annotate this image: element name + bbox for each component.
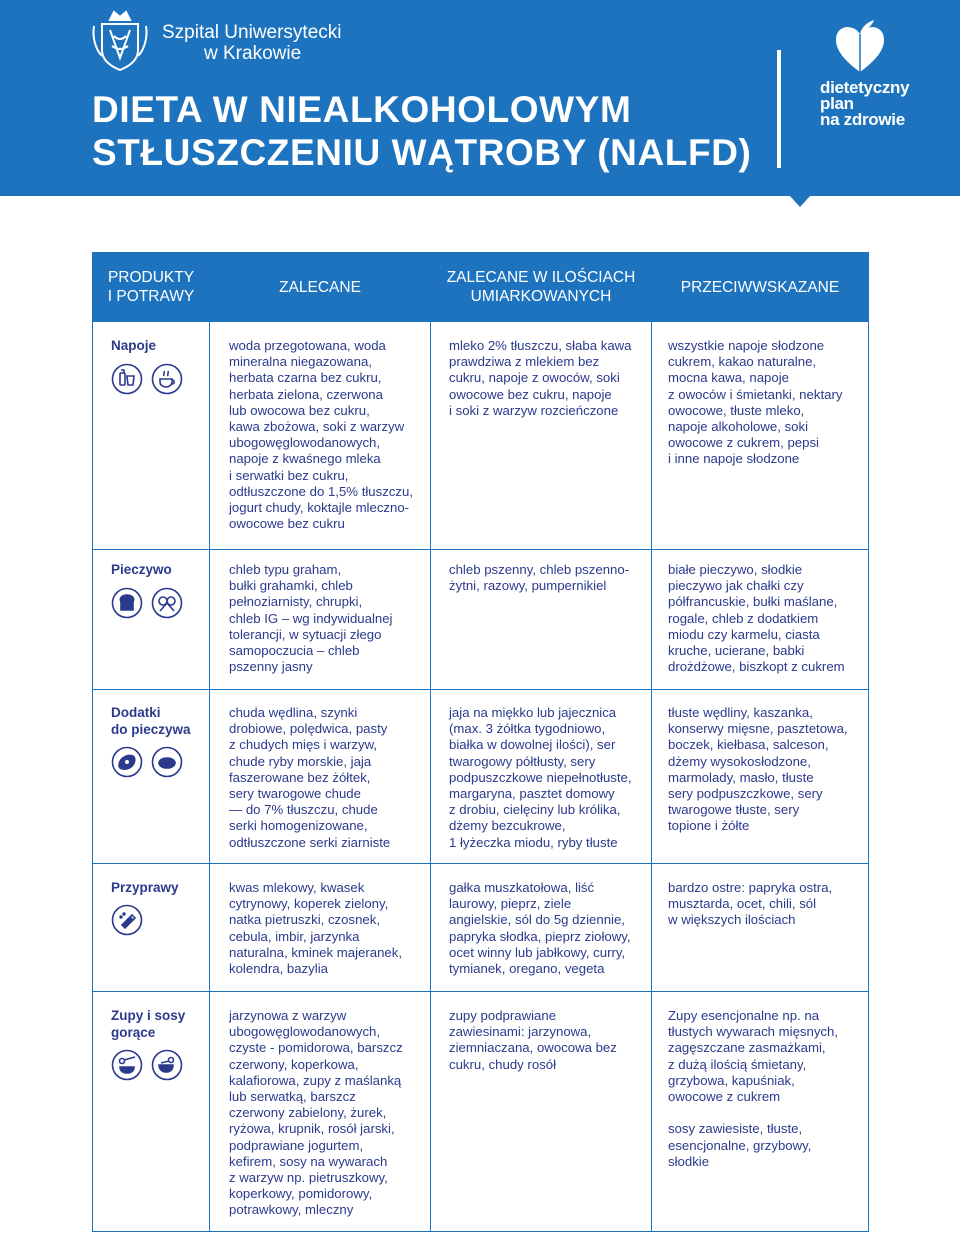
row-divider bbox=[93, 549, 868, 550]
row-category-spreads-line2: do pieczywa bbox=[111, 721, 191, 737]
brand-logo-text bbox=[820, 80, 909, 128]
soups-contraindicated: Zupy esencjonalne np. na tłustych wywarach mięsnych, zagęszczane zasmażkami, z dużą ilością śmietany, grzybowa, kapuśniak, owocowe z cukrem sosy zawiesiste, tłuste, esencjonalne, grzybowy, słodkie bbox=[668, 1008, 839, 1169]
header-banner bbox=[0, 0, 960, 196]
drinks-icon bbox=[111, 363, 143, 395]
header-contraindicated bbox=[652, 253, 868, 321]
spices-moderate: gałka muszkatołowa, liść laurowy, pieprz, ziele angielskie, sól do 5g dziennie, papryka słodka, pieprz ziołowy, ocet winny lub jabłkowy, curry, tymianek, oregano, vegeta bbox=[449, 880, 631, 977]
apple-heart-logo-icon bbox=[832, 14, 888, 76]
bread-contraindicated: białe pieczywo, słodkie pieczywo jak chałki czy półfrancuskie, bułki maślane, rogale, chleb z dodatkiem miodu czy karmelu, ciasta kruche, ucierane, babki drożdżowe, biszkopt z cukrem bbox=[668, 562, 845, 675]
drinks-recommended: woda przegotowana, woda mineralna niegazowana, herbata czarna bez cukru, herbata zielona, czerwona lub owocowa bez cukru, kawa zbożowa, soki z warzyw ubogowęglowodanowych, napoje z kwaśnego mleka i serwatki bez cukru, odtłuszczone do 1,5% tłuszczu, jogurt chudy, koktajle mleczno- owocowe bez cukru bbox=[229, 338, 413, 532]
row-category-soups-line2: gorące bbox=[111, 1024, 156, 1040]
diet-table bbox=[92, 252, 869, 1232]
spices-recommended: kwas mlekowy, kwasek cytrynowy, koperek zielony, natka pietruszki, czosnek, cebula, imbir, jarzynka naturalna, kminek majeranek, kolendra, bazylia bbox=[229, 880, 402, 977]
gravy-boat-icon bbox=[151, 1049, 183, 1081]
cheese-icon bbox=[151, 746, 183, 778]
page-title-line1: DIETA W NIEALKOHOLOWYM bbox=[92, 89, 632, 130]
row-category-soups bbox=[111, 1008, 185, 1041]
column-divider bbox=[430, 253, 431, 1231]
row-category-spreads-line1: Dodatki bbox=[111, 705, 161, 720]
bread-icon bbox=[111, 587, 143, 619]
soup-ladle-icon bbox=[111, 1049, 143, 1081]
drinks-contraindicated: wszystkie napoje słodzone cukrem, kakao naturalne, mocna kawa, napoje z owoców i śmietanki, nektary owocowe, tłuste mleko, napoje alkoholowe, soki owocowe z cukrem, pepsi i inne napoje słodzone bbox=[668, 338, 843, 467]
spreads-contraindicated: tłuste wędliny, kaszanka, konserwy mięsne, pasztetowa, boczek, kiełbasa, salceson, dżemy wysokosłodzone, marmolady, masło, tłuste sery podpuszczkowe, sery twarogowe tłuste, sery topione i żółte bbox=[668, 705, 848, 834]
spices-contraindicated: bardzo ostre: papryka ostra, musztarda, ocet, chili, sól w większych ilościach bbox=[668, 880, 833, 928]
brand-line3: na zdrowie bbox=[820, 110, 905, 129]
header-recommended-label: ZALECANE bbox=[279, 278, 361, 296]
header-contraindicated-label: PRZECIWWSKAZANE bbox=[680, 278, 840, 296]
header-products bbox=[93, 253, 209, 321]
row-category-bread: Pieczywo bbox=[111, 562, 172, 577]
row-category-spreads bbox=[111, 705, 191, 738]
bread-moderate: chleb pszenny, chleb pszenno- żytni, razowy, pumpernikiel bbox=[449, 562, 630, 594]
column-divider bbox=[209, 253, 210, 1231]
header-pointer bbox=[789, 195, 811, 207]
hospital-name-line2: w Krakowie bbox=[204, 43, 302, 64]
row-category-drinks: Napoje bbox=[111, 338, 157, 353]
column-divider bbox=[651, 253, 652, 1231]
row-divider bbox=[93, 991, 868, 992]
header-divider bbox=[777, 50, 781, 168]
drinks-moderate: mleko 2% tłuszczu, słaba kawa prawdziwa z mlekiem bez cukru, napoje z owoców, soki owocowe bez cukru, napoje i soki z warzyw rozcieńczone bbox=[449, 338, 632, 418]
header-products-line1: PRODUKTY bbox=[107, 269, 195, 286]
header-recommended bbox=[210, 253, 430, 321]
ham-icon bbox=[111, 746, 143, 778]
spreads-recommended: chuda wędlina, szynki drobiowe, polędwica, pasty z chudych mięs i warzyw, chude ryby morskie, jaja faszerowane bez żółtek, sery twarogowe chude — do 7% tłuszczu, chude serki homogenizowane, odtłuszczone serki ziarniste bbox=[229, 705, 391, 850]
bread-recommended: chleb typu graham, bułki grahamki, chleb pełnoziarnisty, chrupki, chleb IG – wg indywidualnej tolerancji, w sytuacji złego samopoczucia – chleb pszenny jasny bbox=[229, 562, 393, 675]
hospital-crest-icon bbox=[88, 6, 152, 72]
header-moderate-line2: UMIARKOWANYCH bbox=[470, 288, 612, 305]
spreads-moderate: jaja na miękko lub jajecznica (max. 3 żółtka tygodniowo, białka w dowolnej ilości), ser twarogowy półtłusty, sery podpuszczkowe niepełnotłuste, margaryna, pasztet domowy z drobiu, cielęciny lub królika, dżemy bezcukrowe, 1 łyżeczka miodu, ryby tłuste bbox=[449, 705, 632, 850]
hot-drink-icon bbox=[151, 363, 183, 395]
soups-recommended: jarzynowa z warzyw ubogowęglowodanowych, czyste - pomidorowa, barszcz czerwony, koperkowa, kalafiorowa, zupy z maślanką lub serwatką, barszcz czerwony zabielony, żurek, ryżowa, krupnik, rosół jarski, podprawiane jogurtem, kefirem, sosy na wywarach z warzyw np. pietruszkowy, koperkowy, pomidorowy, potrawkowy, mleczny bbox=[229, 1008, 403, 1218]
row-category-spices: Przyprawy bbox=[111, 880, 179, 895]
row-category-soups-line1: Zupy i sosy bbox=[111, 1008, 186, 1023]
header-moderate bbox=[431, 253, 651, 321]
header-products-line2: I POTRAWY bbox=[107, 288, 195, 305]
row-divider bbox=[93, 321, 868, 322]
soups-moderate: zupy podprawiane zawiesinami: jarzynowa, ziemniaczana, owocowa bez cukru, chudy rosół bbox=[449, 1008, 617, 1072]
hospital-name bbox=[162, 22, 342, 64]
page-title bbox=[92, 88, 751, 174]
hospital-name-line1: Szpital Uniwersytecki bbox=[162, 22, 342, 43]
page-title-line2: STŁUSZCZENIU WĄTROBY (NALFD) bbox=[92, 132, 752, 173]
row-divider bbox=[93, 689, 868, 690]
header-moderate-line1: ZALECANE W ILOŚCIACH bbox=[446, 269, 636, 286]
salt-shaker-icon bbox=[111, 904, 143, 936]
row-divider bbox=[93, 863, 868, 864]
brand-line1: dietetyczny bbox=[820, 78, 910, 97]
pretzel-icon bbox=[151, 587, 183, 619]
brand-line2: plan bbox=[820, 94, 854, 113]
